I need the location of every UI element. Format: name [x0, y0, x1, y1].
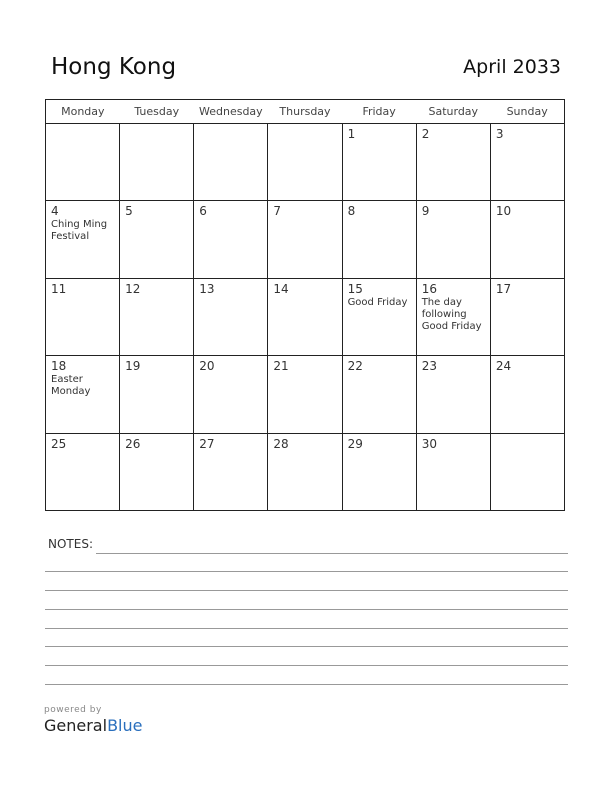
day-number: 12 [125, 281, 141, 296]
day-cell [268, 201, 342, 278]
day-number: 26 [125, 436, 141, 451]
weekday-header: Thursday [268, 100, 342, 124]
weekday-header-row [46, 100, 565, 124]
week-row [46, 201, 565, 278]
day-cell [46, 356, 120, 433]
month-label: April 2033 [463, 56, 561, 78]
week-row [46, 356, 565, 433]
day-cell [416, 278, 490, 355]
day-number: 29 [347, 436, 363, 451]
day-cell [490, 356, 564, 433]
day-cell [416, 433, 490, 510]
brand-name [44, 716, 142, 736]
day-cell [120, 356, 194, 433]
day-cell [46, 278, 120, 355]
notes-label: NOTES: [48, 537, 93, 551]
powered-by-label: powered by [44, 705, 102, 715]
notes-line [45, 665, 568, 666]
page-title: Hong Kong [51, 54, 177, 80]
day-number: 27 [199, 436, 215, 451]
calendar-grid [45, 99, 565, 511]
day-cell [342, 356, 416, 433]
day-cell [490, 201, 564, 278]
weekday-header: Tuesday [120, 100, 194, 124]
day-cell [268, 356, 342, 433]
notes-line [45, 628, 568, 629]
brand-blue: Blue [107, 716, 143, 735]
day-cell [268, 278, 342, 355]
day-number: 15 [347, 281, 363, 296]
day-number: 19 [125, 359, 141, 374]
day-number: 10 [495, 204, 512, 219]
day-number: 11 [51, 281, 67, 296]
day-cell [416, 124, 490, 201]
day-number: 1 [347, 127, 356, 141]
day-number: 18 [51, 359, 67, 374]
day-cell [416, 356, 490, 433]
day-cell [120, 278, 194, 355]
week-row [46, 433, 565, 510]
day-number: 8 [347, 204, 356, 219]
day-cell [194, 433, 268, 510]
day-number: 24 [495, 359, 512, 374]
weekday-header: Saturday [416, 100, 490, 124]
week-row [46, 278, 565, 355]
day-cell [194, 201, 268, 278]
holiday-label: Easter Monday [51, 374, 91, 398]
day-cell [490, 433, 564, 510]
day-number: 28 [273, 436, 289, 451]
day-cell [46, 124, 120, 201]
notes-line [45, 684, 568, 685]
day-number: 21 [273, 359, 289, 374]
day-number: 3 [495, 127, 504, 141]
day-cell [342, 124, 416, 201]
day-number: 22 [347, 359, 363, 374]
weekday-header: Sunday [490, 100, 564, 124]
notes-line [45, 609, 568, 610]
holiday-label: Good Friday [347, 296, 408, 308]
day-cell [342, 201, 416, 278]
notes-line [96, 553, 568, 554]
day-cell [490, 124, 564, 201]
day-number: 30 [421, 436, 437, 451]
day-number: 16 [421, 281, 437, 296]
day-number: 4 [51, 204, 59, 219]
day-cell [490, 278, 564, 355]
day-number: 9 [421, 204, 430, 219]
day-cell [120, 201, 194, 278]
day-number: 13 [199, 281, 215, 296]
brand-general: General [44, 716, 108, 735]
holiday-label: The day following Good Friday [421, 296, 482, 332]
day-cell [268, 433, 342, 510]
day-cell [46, 433, 120, 510]
day-cell [342, 433, 416, 510]
day-number: 17 [495, 281, 512, 296]
day-number: 5 [125, 204, 133, 219]
day-cell [46, 201, 120, 278]
week-row [46, 124, 565, 201]
day-cell [342, 278, 416, 355]
day-cell [194, 278, 268, 355]
day-number: 14 [273, 281, 289, 296]
brand-logo [44, 705, 142, 736]
day-cell [268, 124, 342, 201]
weekday-header: Wednesday [194, 100, 268, 124]
day-number: 6 [199, 204, 207, 219]
day-cell [194, 356, 268, 433]
day-number: 23 [421, 359, 437, 374]
notes-line [45, 571, 568, 572]
notes-line [45, 590, 568, 591]
day-number: 7 [273, 204, 282, 219]
day-number: 25 [51, 436, 67, 451]
day-number: 20 [199, 359, 215, 374]
day-number: 2 [421, 127, 430, 141]
holiday-label: Ching Ming Festival [51, 219, 108, 243]
day-cell [194, 124, 268, 201]
weekday-header: Friday [342, 100, 416, 124]
day-cell [120, 124, 194, 201]
notes-line [45, 646, 568, 647]
weekday-header: Monday [46, 100, 120, 124]
day-cell [416, 201, 490, 278]
day-cell [120, 433, 194, 510]
